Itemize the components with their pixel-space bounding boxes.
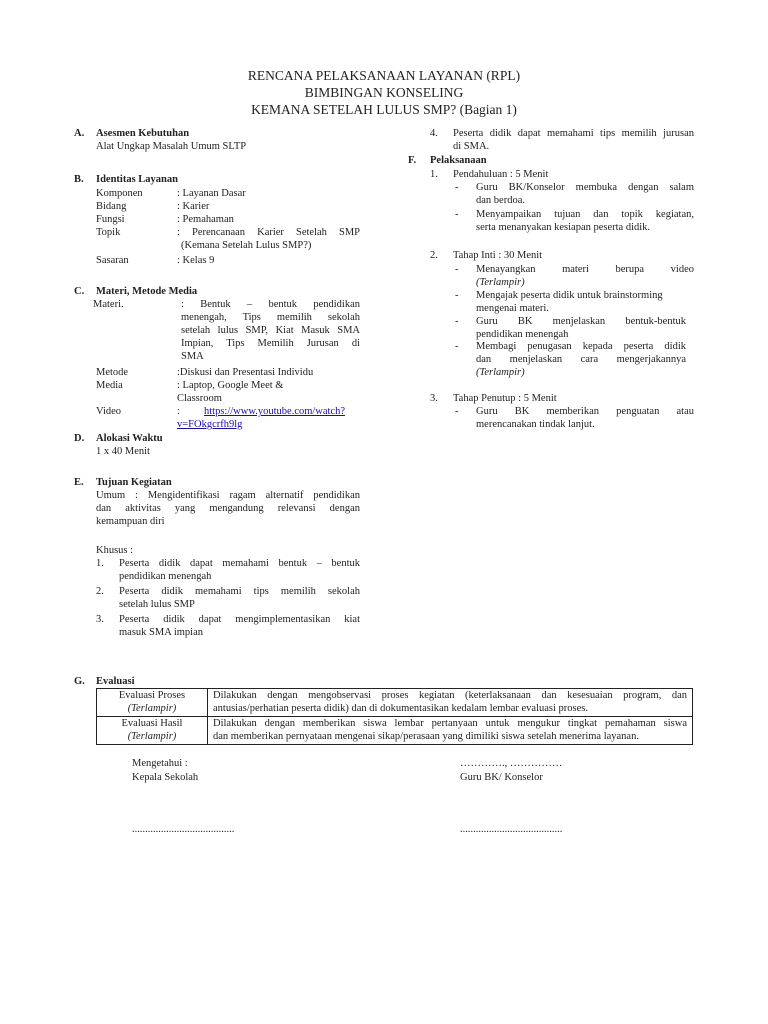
section-a-heading: Asesmen Kebutuhan [96, 128, 190, 139]
khusus-item: Peserta didik dapat mengimplementasikan kiat [119, 614, 360, 625]
eval-desc-cont: antusias/perhatian peserta didik) dan di dokumentasikan kedalam lembar evaluasi proses. [213, 702, 588, 714]
media-value: : Laptop, Google Meet & [177, 380, 284, 391]
identity-value: : Karier [177, 201, 210, 212]
khusus-number: 1. [96, 558, 104, 569]
materi-line: SMA [181, 351, 204, 362]
sign-left-line: ....................................... [132, 824, 235, 835]
bullet-text: Guru BK memberikan penguatan atau [476, 406, 694, 417]
sign-right-line: ....................................... [460, 824, 563, 835]
bullet-dash: - [455, 264, 459, 275]
bullet-text: Guru BK/Konselor membuka dengan salam [476, 182, 694, 193]
materi-line: Impian, Tips Memilih Jurusan di [181, 338, 360, 349]
section-f-heading: Pelaksanaan [430, 155, 487, 166]
section-a-letter: A. [74, 128, 85, 139]
step-number: 3. [430, 393, 438, 404]
table-row [97, 717, 693, 745]
bullet-dash: - [455, 209, 459, 220]
khusus-label: Khusus : [96, 545, 134, 556]
eval-name: Evaluasi Hasil [121, 718, 183, 729]
step-title: Tahap Inti : 30 Menit [453, 250, 543, 261]
materi-line: menengah, Tips memilih sekolah [181, 312, 360, 323]
umum-line: kemampuan diri [96, 516, 165, 527]
section-f-letter: F. [408, 155, 417, 166]
bullet-dash: - [455, 316, 459, 327]
bullet-dash: - [455, 341, 459, 352]
identity-key: Komponen [96, 188, 143, 199]
khusus-number: 4. [430, 128, 438, 139]
doc-title-line2: BIMBINGAN KONSELING [304, 85, 464, 100]
eval-name-cell [97, 717, 208, 745]
section-d-letter: D. [74, 433, 85, 444]
materi-key: Materi. [93, 299, 124, 310]
khusus-item: Peserta didik memahami tips memilih sekolah [119, 586, 360, 597]
bullet-text-cont: serta menanyakan kesiapan peserta didik. [476, 222, 651, 233]
step-title: Tahap Penutup : 5 Menit [453, 393, 557, 404]
bullet-text-cont: (Terlampir) [476, 277, 525, 288]
sign-right-date: …………., …………… [460, 758, 563, 769]
bullet-text: Membagi penugasan kepada peserta didik [476, 341, 686, 352]
identity-value: : Perencanaan Karier Setelah SMP [177, 227, 360, 238]
metode-key: Metode [96, 367, 129, 378]
identity-key: Bidang [96, 201, 127, 212]
video-colon: : [177, 406, 180, 417]
video-link[interactable]: https://www.youtube.com/watch? [204, 406, 346, 417]
bullet-text-cont: (Terlampir) [476, 367, 525, 378]
bullet-text-cont: dan menjelaskan cara mengerjakannya [476, 354, 686, 365]
evaluation-table [96, 688, 693, 745]
section-g-letter: G. [74, 676, 85, 687]
section-e-letter: E. [74, 477, 84, 488]
bullet-text-cont: merencanakan tindak lanjut. [476, 419, 595, 430]
media-key: Media [96, 380, 123, 391]
bullet-text: Menayangkan materi berupa video [476, 264, 694, 275]
sign-right-role: Guru BK/ Konselor [460, 772, 543, 783]
section-a-text: Alat Ungkap Masalah Umum SLTP [96, 141, 247, 152]
khusus-item: Peserta didik dapat memahami tips memilih jurusan [453, 128, 694, 139]
umum-line: dan aktivitas yang mengandung relevansi dengan [96, 503, 360, 514]
umum-line: Umum : Mengidentifikasi ragam alternatif pendidikan [96, 490, 360, 501]
khusus-item-cont: pendidikan menengah [119, 571, 212, 582]
identity-value: : Kelas 9 [177, 255, 215, 266]
section-b-heading: Identitas Layanan [96, 174, 178, 185]
sign-left-role: Kepala Sekolah [132, 772, 199, 783]
bullet-dash: - [455, 182, 459, 193]
bullet-text: Mengajak peserta didik untuk brainstorming [476, 290, 663, 301]
eval-note: (Terlampir) [127, 730, 177, 742]
eval-desc: Dilakukan dengan memberikan siswa lembar pertanyaan untuk mengukur tingkat pemahaman siswa [213, 718, 687, 729]
section-e-heading: Tujuan Kegiatan [96, 477, 172, 488]
identity-key: Sasaran [96, 255, 129, 266]
khusus-item-cont: di SMA. [453, 141, 490, 152]
eval-name: Evaluasi Proses [118, 690, 186, 701]
materi-line: : Bentuk – bentuk pendidikan [181, 299, 360, 310]
step-title: Pendahuluan : 5 Menit [453, 169, 549, 180]
eval-desc-cont: dan memberikan pernyataan mengenai sikap/perasaan yang dimiliki siswa setelah menerima layanan. [213, 730, 639, 742]
section-g-heading: Evaluasi [96, 676, 135, 687]
eval-desc: Dilakukan dengan mengobservasi proses kegiatan (keterlaksanaan dan kesesuaian program, dan [213, 690, 687, 701]
sign-left-label: Mengetahui : [132, 758, 188, 769]
khusus-item-cont: setelah lulus SMP [119, 599, 195, 610]
identity-key: Fungsi [96, 214, 125, 225]
section-c-heading: Materi, Metode Media [96, 286, 198, 297]
khusus-number: 2. [96, 586, 104, 597]
identity-value: : Pemahaman [177, 214, 234, 225]
identity-value-cont: (Kemana Setelah Lulus SMP?) [181, 240, 312, 251]
media-value-cont: Classroom [177, 393, 222, 404]
section-d-text: 1 x 40 Menit [96, 446, 150, 457]
section-b-letter: B. [74, 174, 84, 185]
bullet-dash: - [455, 406, 459, 417]
eval-note: (Terlampir) [127, 702, 177, 714]
doc-title-line1: RENCANA PELAKSANAAN LAYANAN (RPL) [247, 68, 521, 83]
identity-key: Topik [96, 227, 121, 238]
bullet-dash: - [455, 290, 459, 301]
step-number: 1. [430, 169, 438, 180]
bullet-text: Guru BK menjelaskan bentuk-bentuk [476, 316, 686, 327]
bullet-text-cont: dan berdoa. [476, 195, 525, 206]
section-d-heading: Alokasi Waktu [96, 433, 163, 444]
khusus-item-cont: masuk SMA impian [119, 627, 204, 638]
section-c-letter: C. [74, 286, 85, 297]
doc-title-line3: KEMANA SETELAH LULUS SMP? (Bagian 1) [251, 102, 517, 117]
eval-desc-cell [208, 689, 693, 717]
bullet-text: Menyampaikan tujuan dan topik kegiatan, [476, 209, 694, 220]
eval-name-cell [97, 689, 208, 717]
khusus-number: 3. [96, 614, 104, 625]
eval-desc-cell [208, 717, 693, 745]
bullet-text-cont: pendidikan menengah [476, 329, 569, 340]
video-key: Video [96, 406, 122, 417]
table-row [97, 689, 693, 717]
identity-value: : Layanan Dasar [177, 188, 246, 199]
materi-line: setelah lulus SMP, Kiat Masuk SMA [181, 325, 360, 336]
video-link-cont[interactable]: v=FOkgcrfh9lg [177, 419, 243, 430]
khusus-item: Peserta didik dapat memahami bentuk – bentuk [119, 558, 360, 569]
bullet-text-cont: mengenai materi. [476, 303, 549, 314]
step-number: 2. [430, 250, 438, 261]
metode-value: :Diskusi dan Presentasi Individu [177, 367, 314, 378]
